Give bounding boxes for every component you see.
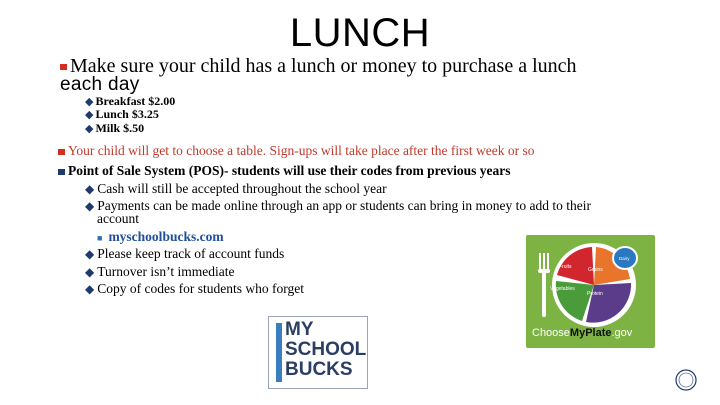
square-bullet-icon	[60, 64, 67, 70]
logo-stripe	[276, 323, 282, 382]
pos-text: Point of Sale System (POS)- students will use their codes from previous years	[68, 163, 511, 178]
diamond-bullet-icon: ◆	[85, 265, 95, 279]
page-ornament-icon	[674, 368, 698, 392]
pos-item-payments	[85, 198, 591, 214]
price-label: Milk $.50	[95, 121, 145, 135]
pos-item-text: Copy of codes for students who forget	[97, 281, 304, 296]
pos-item-codes	[85, 281, 304, 297]
square-bullet-icon	[58, 149, 65, 155]
small-square-bullet-icon: ■	[97, 233, 103, 243]
diamond-bullet-icon: ◆	[85, 123, 94, 135]
slide-title: LUNCH	[289, 11, 431, 55]
bullet-make-sure-text: Make sure your child has a lunch or money to purchase a lunch	[70, 55, 577, 77]
plate-label-grains: Grains	[588, 267, 603, 273]
myschoolbucks-link[interactable]: myschoolbucks.com	[108, 229, 224, 244]
plate-label-dairy: Dairy	[619, 256, 630, 261]
myplate-image	[526, 235, 655, 348]
logo-line-2: SCHOOL	[285, 339, 367, 360]
price-item-lunch	[85, 107, 159, 122]
plate-label-protein: Protein	[587, 291, 603, 297]
diamond-bullet-icon: ◆	[85, 199, 95, 213]
pos-item-turnover	[85, 264, 234, 280]
diamond-bullet-icon: ◆	[85, 109, 94, 121]
bullet-table-signup	[58, 143, 535, 159]
price-label: Lunch $3.25	[95, 107, 159, 121]
pos-item-payments-continued	[97, 211, 139, 227]
diamond-bullet-icon: ◆	[85, 247, 95, 261]
diamond-bullet-icon: ◆	[85, 282, 95, 296]
myschoolbucks-logo	[268, 316, 368, 389]
pos-item-text: Cash will still be accepted throughout the school year	[97, 181, 387, 196]
myplate-brand: ChooseMyPlate.gov	[532, 327, 633, 339]
plate-label-fruits: Fruits	[559, 264, 572, 270]
diamond-bullet-icon: ◆	[85, 96, 94, 108]
fork-icon	[538, 253, 550, 317]
price-label: Breakfast $2.00	[95, 94, 176, 108]
pos-item-text: Turnover isn’t immediate	[97, 264, 235, 279]
bullet-make-sure-continued	[60, 73, 140, 96]
diamond-bullet-icon: ◆	[85, 182, 95, 196]
pos-item-text: account	[97, 211, 139, 226]
pos-item-cash	[85, 181, 387, 197]
pos-item-track	[85, 246, 284, 262]
square-bullet-icon	[58, 169, 65, 175]
pos-subitem-link	[97, 229, 224, 246]
pos-item-text: Payments can be made online through an app or students can bring in money to add to their	[97, 198, 591, 213]
price-item-milk	[85, 121, 144, 136]
logo-line-3: BUCKS	[285, 359, 353, 380]
plate-label-vegetables: Vegetables	[550, 286, 575, 292]
table-signup-text: Your child will get to choose a table. Sign-ups will take place after the first week or so	[68, 143, 535, 158]
logo-line-1: MY	[285, 319, 314, 340]
pos-item-text: Please keep track of account funds	[97, 246, 285, 261]
bullet-make-sure-text-2: each day	[60, 74, 140, 95]
logo-text	[285, 320, 366, 380]
myplate-graphic	[526, 235, 655, 348]
bullet-pos	[58, 163, 510, 179]
